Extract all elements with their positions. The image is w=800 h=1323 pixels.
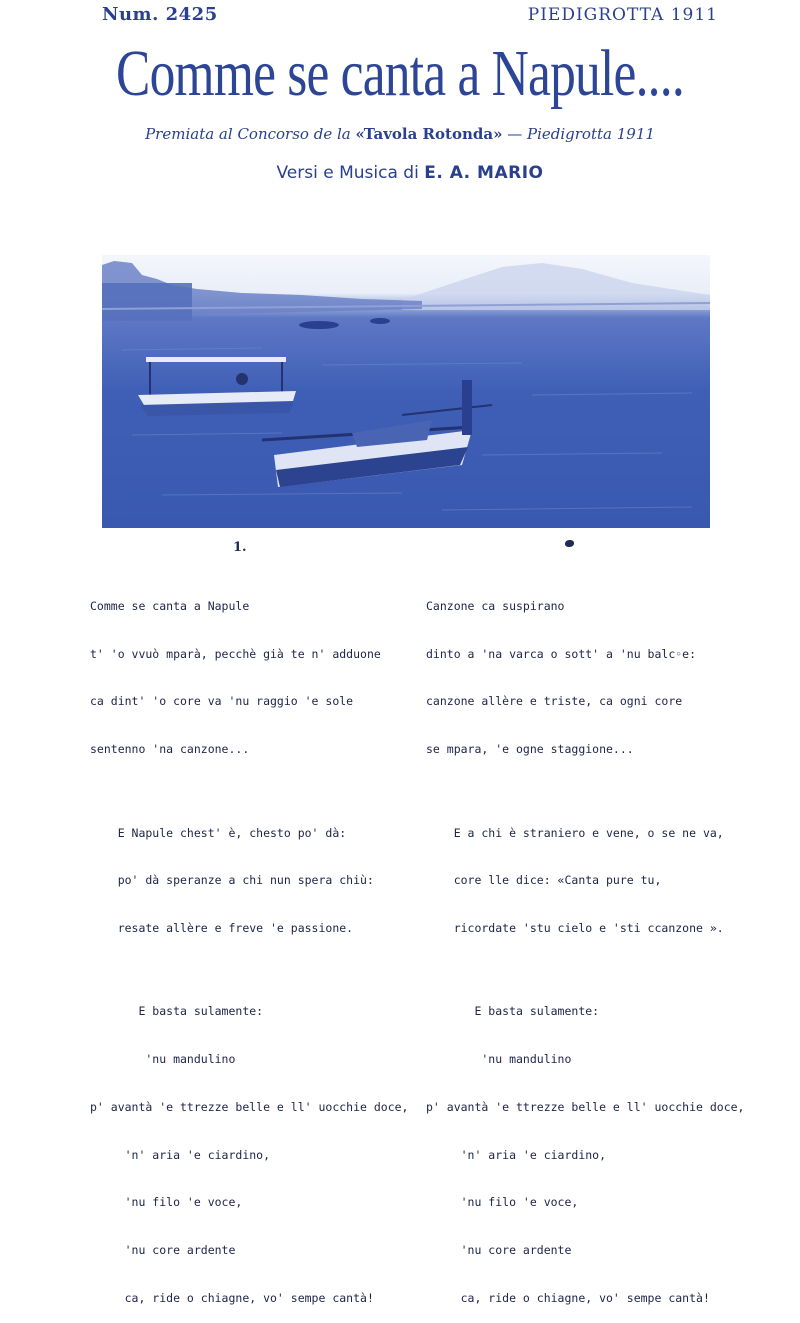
lyric-line: ricordate 'stu cielo e 'sti ccanzone ». (426, 920, 724, 935)
pier-structure (102, 283, 192, 321)
credits-prefix: Versi e Musica di (276, 163, 425, 183)
song-title: Comme se canta a Napule.... (116, 37, 684, 110)
ink-mark (565, 540, 574, 547)
lyric-line: 'nu core ardente (426, 1243, 572, 1258)
lyric-line: core lle dice: «Canta pure tu, (426, 873, 662, 888)
lyric-line: 'nu core ardente (90, 1243, 236, 1258)
lyric-line: ca, ride o chiagne, vo' sempe cantà! (426, 1290, 710, 1305)
distant-boat-1 (299, 321, 339, 329)
lyric-line: dinto a 'na varca o sott' a 'nu balc◦e: (426, 646, 697, 661)
award-highlight: «Tavola Rotonda» (355, 125, 503, 143)
award-suffix: — Piedigrotta 1911 (502, 125, 655, 143)
edition-label: PIEDIGROTTA 1911 (527, 5, 718, 25)
award-prefix: Premiata al Concorso de la (145, 125, 356, 143)
lyric-line: 'nu mandulino (90, 1052, 236, 1067)
credits-line (0, 163, 800, 183)
award-subtitle (0, 125, 800, 143)
stanza-number: 1. (233, 540, 247, 555)
lyric-line: 'nu mandulino (426, 1052, 572, 1067)
sheet-number: Num. 2425 (102, 4, 218, 25)
lyric-line: 'n' aria 'e ciardino, (90, 1147, 271, 1162)
lyric-line: E Napule chest' è, chesto po' dà: (90, 825, 347, 840)
lyric-line: po' dà speranze a chi nun spera chiù: (90, 873, 374, 888)
lyric-line: p' avantà 'e ttrezze belle e ll' uocchie doce, (90, 1099, 409, 1114)
author-name: E. A. MARIO (424, 163, 544, 183)
lyrics-left-column (90, 567, 450, 1323)
lyric-line: ca, ride o chiagne, vo' sempe cantà! (90, 1290, 374, 1305)
lyric-line: E basta sulamente: (90, 1004, 264, 1019)
harbor-photo-drawing (102, 255, 710, 528)
canopy-boat (138, 357, 296, 416)
harbor-photo (102, 255, 710, 528)
lyric-line: resate allère e freve 'e passione. (90, 920, 354, 935)
lyric-line: ca dint' 'o core va 'nu raggio 'e sole (90, 694, 354, 709)
lyric-line: Comme se canta a Napule (90, 598, 250, 613)
lyrics-right-column (426, 567, 786, 1323)
lyric-line: p' avantà 'e ttrezze belle e ll' uocchie doce, (426, 1099, 745, 1114)
lyric-line: Canzone ca suspirano (426, 598, 565, 613)
lyric-line: 'nu filo 'e voce, (90, 1195, 243, 1210)
rowing-boat (262, 380, 492, 487)
lyric-line: 'n' aria 'e ciardino, (426, 1147, 607, 1162)
lyric-line: canzone allère e triste, ca ogni core (426, 694, 683, 709)
lyric-line: E basta sulamente: (426, 1004, 600, 1019)
distant-boat-2 (370, 318, 390, 324)
lyric-line: 'nu filo 'e voce, (426, 1195, 579, 1210)
lyric-line: sentenno 'na canzone... (90, 741, 250, 756)
lyric-line: t' 'o vvuò mparà, pecchè già te n' adduone (90, 646, 381, 661)
lyric-line: se mpara, 'e ogne staggione... (426, 741, 634, 756)
lyric-line: E a chi è straniero e vene, o se ne va, (426, 825, 724, 840)
